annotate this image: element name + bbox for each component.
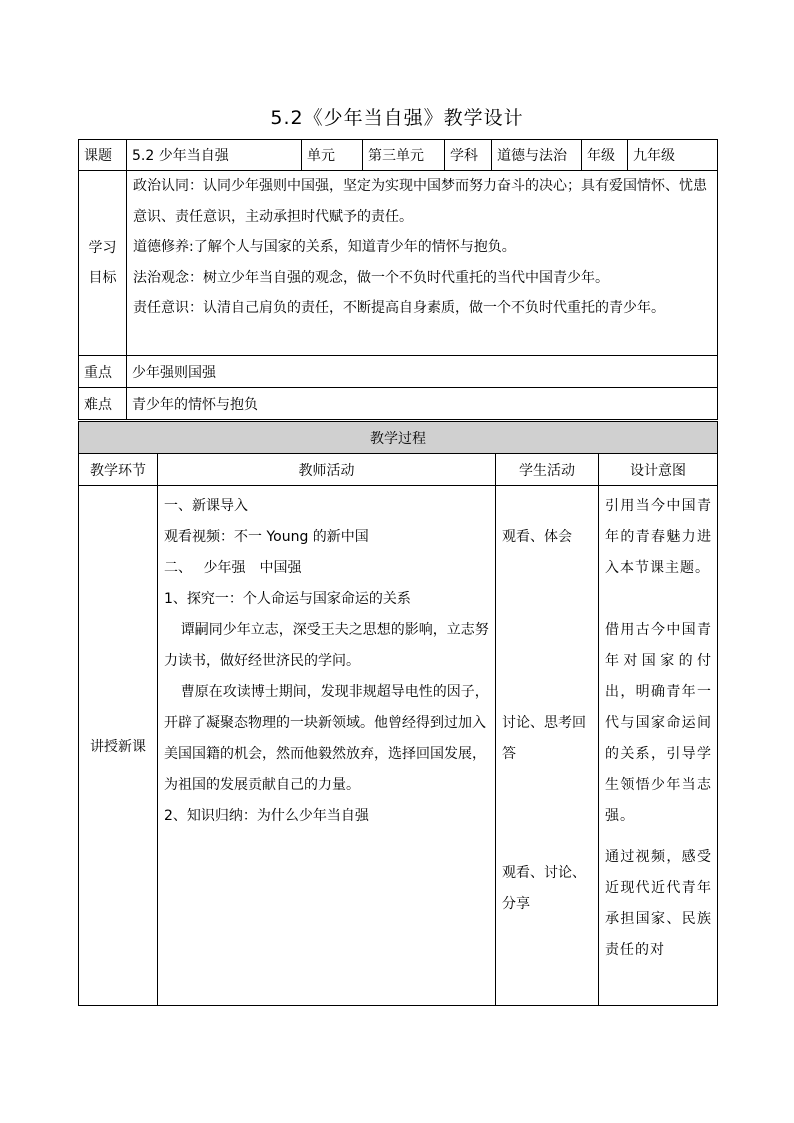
teacher-line: 观看视频：不一 Young 的新中国 <box>164 529 369 545</box>
objective-item: 法治观念：树立少年当自强的观念，做一个不负时代重托的当代中国青少年。 <box>133 269 609 286</box>
info-table <box>78 139 718 420</box>
student-activity: 观看、体会 <box>502 529 572 545</box>
objective-item: 政治认同：认同少年强则中国强，坚定为实现中国梦而努力奋斗的决心；具有爱国情怀、忧患意识、责任意识，主动承担时代赋予的责任。 <box>133 178 707 225</box>
teacher-line: 一、新课导入 <box>164 498 248 514</box>
teacher-activity-cell <box>158 486 496 1006</box>
info-row <box>79 140 718 171</box>
student-activity-cell <box>496 486 599 1006</box>
design-intent: 借用古今中国青年对国家的付出，明确青年一代与国家命运间的关系，引导学生领悟少年当志强。 <box>605 622 712 824</box>
unit-label: 单元 <box>302 140 363 171</box>
student-activity: 观看、讨论、分享 <box>502 865 586 912</box>
design-intent: 通过视频，感受近现代近代青年承担国家、民族责任的对 <box>605 849 712 958</box>
unit-value: 第三单元 <box>363 140 445 171</box>
key-point-label: 重点 <box>79 356 127 388</box>
objectives-label-line1: 学习 <box>88 240 117 256</box>
objectives-label <box>79 171 127 356</box>
column-header-student: 学生活动 <box>496 454 599 486</box>
column-header-design: 设计意图 <box>599 454 718 486</box>
key-point-value: 少年强则国强 <box>127 356 718 388</box>
column-header-teacher: 教师活动 <box>158 454 496 486</box>
objectives-content <box>127 171 718 356</box>
teacher-line: 二、 少年强 中国强 <box>164 560 302 576</box>
topic-value: 5.2 少年当自强 <box>127 140 302 171</box>
teacher-line: 2、知识归纳：为什么少年当自强 <box>164 808 369 824</box>
teacher-line: 1、探究一：个人命运与国家命运的关系 <box>164 591 411 607</box>
difficulty-value: 青少年的情怀与抱负 <box>127 388 718 420</box>
process-header: 教学过程 <box>79 422 718 454</box>
process-row <box>79 486 718 1006</box>
key-point-row <box>79 356 718 388</box>
design-intent: 引用当今中国青年的青春魅力进入本节课主题。 <box>605 498 712 576</box>
design-intent-cell <box>599 486 718 1006</box>
grade-label: 年级 <box>582 140 628 171</box>
student-activity: 讨论、思考回答 <box>502 715 586 762</box>
objectives-row <box>79 171 718 356</box>
subject-value: 道德与法治 <box>492 140 582 171</box>
process-table <box>78 421 718 1006</box>
page-title: 5.2《少年当自强》教学设计 <box>270 107 524 129</box>
objective-item: 道德修养:了解个人与国家的关系，知道青少年的情怀与抱负。 <box>133 239 516 255</box>
teacher-paragraph: 谭嗣同少年立志，深受王夫之思想的影响，立志努力读书，做好经世济民的学问。 <box>164 622 489 669</box>
difficulty-label: 难点 <box>79 388 127 420</box>
grade-value: 九年级 <box>628 140 718 171</box>
teacher-paragraph: 曹原在攻读博士期间，发现非规超导电性的因子，开辟了凝聚态物理的一块新领域。他曾经得到过加入美国国籍的机会，然而他毅然放弃，选择回国发展，为祖国的发展贡献自己的力量。 <box>164 684 489 793</box>
process-column-headers <box>79 454 718 486</box>
difficulty-row <box>79 388 718 420</box>
column-header-stage: 教学环节 <box>79 454 158 486</box>
objectives-label-line2: 目标 <box>88 270 117 286</box>
topic-label: 课题 <box>79 140 127 171</box>
objective-item: 责任意识：认清自己肩负的责任，不断提高自身素质，做一个不负时代重托的青少年。 <box>133 300 665 316</box>
stage-cell: 讲授新课 <box>79 486 158 1006</box>
subject-label: 学科 <box>445 140 492 171</box>
